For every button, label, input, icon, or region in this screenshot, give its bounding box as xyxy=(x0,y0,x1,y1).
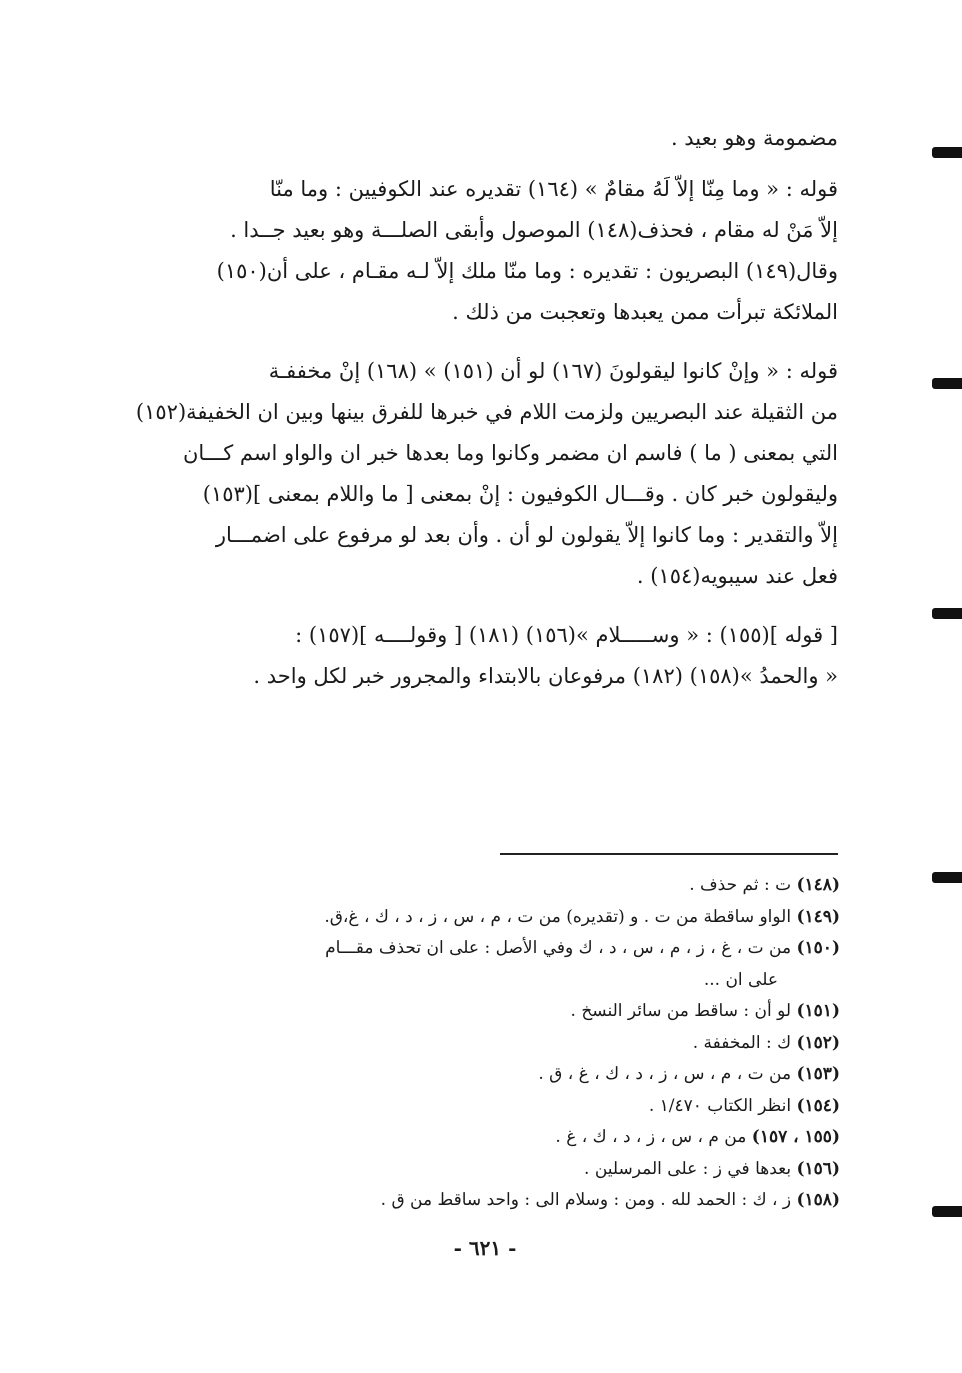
paragraph-1 xyxy=(142,118,838,159)
scan-edge-mark xyxy=(932,147,962,158)
footnote-text: ك : المخففة . xyxy=(692,1032,792,1053)
text-line: التي بمعنى ( ما ) فاسم ان مضمر وكانوا وما بعدها خبر ان والواو اسم كـــان xyxy=(182,441,838,465)
paragraph-4 xyxy=(142,615,838,697)
text-line: الملائكة تبرأت ممن يعبدها وتعجبت من ذلك . xyxy=(452,300,838,324)
footnote xyxy=(150,996,840,1028)
footnote-number: (١٥٣) xyxy=(796,1064,840,1084)
footnote-number: (١٥٨) xyxy=(796,1190,840,1210)
footnote-number: (١٥١) xyxy=(796,1001,840,1021)
footnote-text: ز ، ك : الحمد لله . ومن : وسلام الى : واحد ساقط من ق . xyxy=(380,1190,792,1210)
text-line: من الثقيلة عند البصريين ولزمت اللام في خبرها للفرق بينها وبين ان الخفيفة(١٥٢) xyxy=(135,400,838,424)
scan-edge-mark xyxy=(932,378,962,389)
footnote-text: من ت ، غ ، ز ، م ، س ، د ، ك وفي الأصل : على ان تحذف مقـــام xyxy=(325,938,792,958)
footnote-number: (١٥٢) xyxy=(796,1032,840,1053)
footnote-text: ت : ثم حذف . xyxy=(689,875,792,895)
footnote xyxy=(150,933,840,965)
footnote-number: (١٥٠) xyxy=(796,938,840,958)
footnote-text: الواو ساقطة من ت . و (تقديره) من ت ، م ، س ، ز ، د ، ك ، غ،ق. xyxy=(324,906,792,927)
footnote-number: (١٤٩) xyxy=(796,906,840,927)
footnote-number: (١٥٤) xyxy=(796,1095,840,1116)
footnote xyxy=(150,902,840,934)
scan-edge-mark xyxy=(932,1206,962,1217)
footnote-number: (١٥٥ ، ١٥٧) xyxy=(751,1127,840,1147)
footnote-continuation xyxy=(150,965,840,997)
text-line: [ قوله ](١٥٥) : « وســـــلام »(١٥٦) (١٨١) [ وقولــــه ](١٥٧) : xyxy=(295,623,838,647)
footnote xyxy=(150,1028,840,1060)
text-line: قوله : « وما مِنّا إلاّ لَهُ مقامٌ » (١٦٤) تقديره عند الكوفيين : وما منّا xyxy=(269,177,838,201)
footnote-text: من ت ، م ، س ، ز ، د ، ك ، غ ، ق . xyxy=(538,1064,792,1084)
footnote xyxy=(150,1059,840,1091)
footnote xyxy=(150,870,840,902)
scan-edge-mark xyxy=(932,872,962,883)
page-number: - ٦٢١ - xyxy=(453,1236,517,1260)
footnote-divider xyxy=(500,853,838,855)
footnote xyxy=(150,1154,840,1186)
footnote xyxy=(150,1185,840,1217)
text-line: وليقولون خبر كان . وقـــال الكوفيون : إنْ بمعنى [ ما واللام بمعنى ](١٥٣) xyxy=(202,482,838,506)
text-line: مضمومة وهو بعيد . xyxy=(670,126,838,150)
footnote xyxy=(150,1122,840,1154)
footnote-number: (١٤٨) xyxy=(796,875,840,895)
text-line: « والحمدُ »(١٥٨) (١٨٢) مرفوعان بالابتداء والمجرور خبر لكل واحد . xyxy=(253,664,838,688)
footnote-text: لو أن : ساقط من سائر النسخ . xyxy=(570,1001,792,1021)
footnote-number: (١٥٦) xyxy=(796,1158,840,1179)
text-line: إلاّ مَنْ له مقام ، فحذف(١٤٨) الموصول وأبقى الصلـــة وهو بعيد جــدا . xyxy=(230,218,838,242)
text-line: إلاّ والتقدير : وما كانوا إلاّ يقولون لو أن . وأن بعد لو مرفوع على اضمـــار xyxy=(215,523,838,547)
text-line: فعل عند سيبويه(١٥٤) . xyxy=(636,564,838,588)
text-line: قوله : « وإنْ كانوا ليقولونَ (١٦٧) لو أن (١٥١) » (١٦٨) إنْ مخففـة xyxy=(268,359,838,383)
footnote xyxy=(150,1091,840,1123)
footnotes xyxy=(150,870,840,1217)
footnote-text: على ان ... xyxy=(703,969,778,990)
text-line: وقال(١٤٩) البصريون : تقديره : وما منّا ملك إلاّ لـه مقـام ، على أن(١٥٠) xyxy=(216,259,838,283)
main-text xyxy=(135,118,838,715)
footnote-text: من م ، س ، ز ، د ، ك ، غ . xyxy=(555,1127,747,1147)
footnote-text: بعدها في ز : على المرسلين . xyxy=(584,1158,792,1179)
paragraph-2 xyxy=(142,169,838,333)
footnote-text: انظر الكتاب ١/٤٧٠ . xyxy=(648,1095,792,1116)
scan-edge-mark xyxy=(932,608,962,619)
paragraph-3 xyxy=(135,351,838,597)
